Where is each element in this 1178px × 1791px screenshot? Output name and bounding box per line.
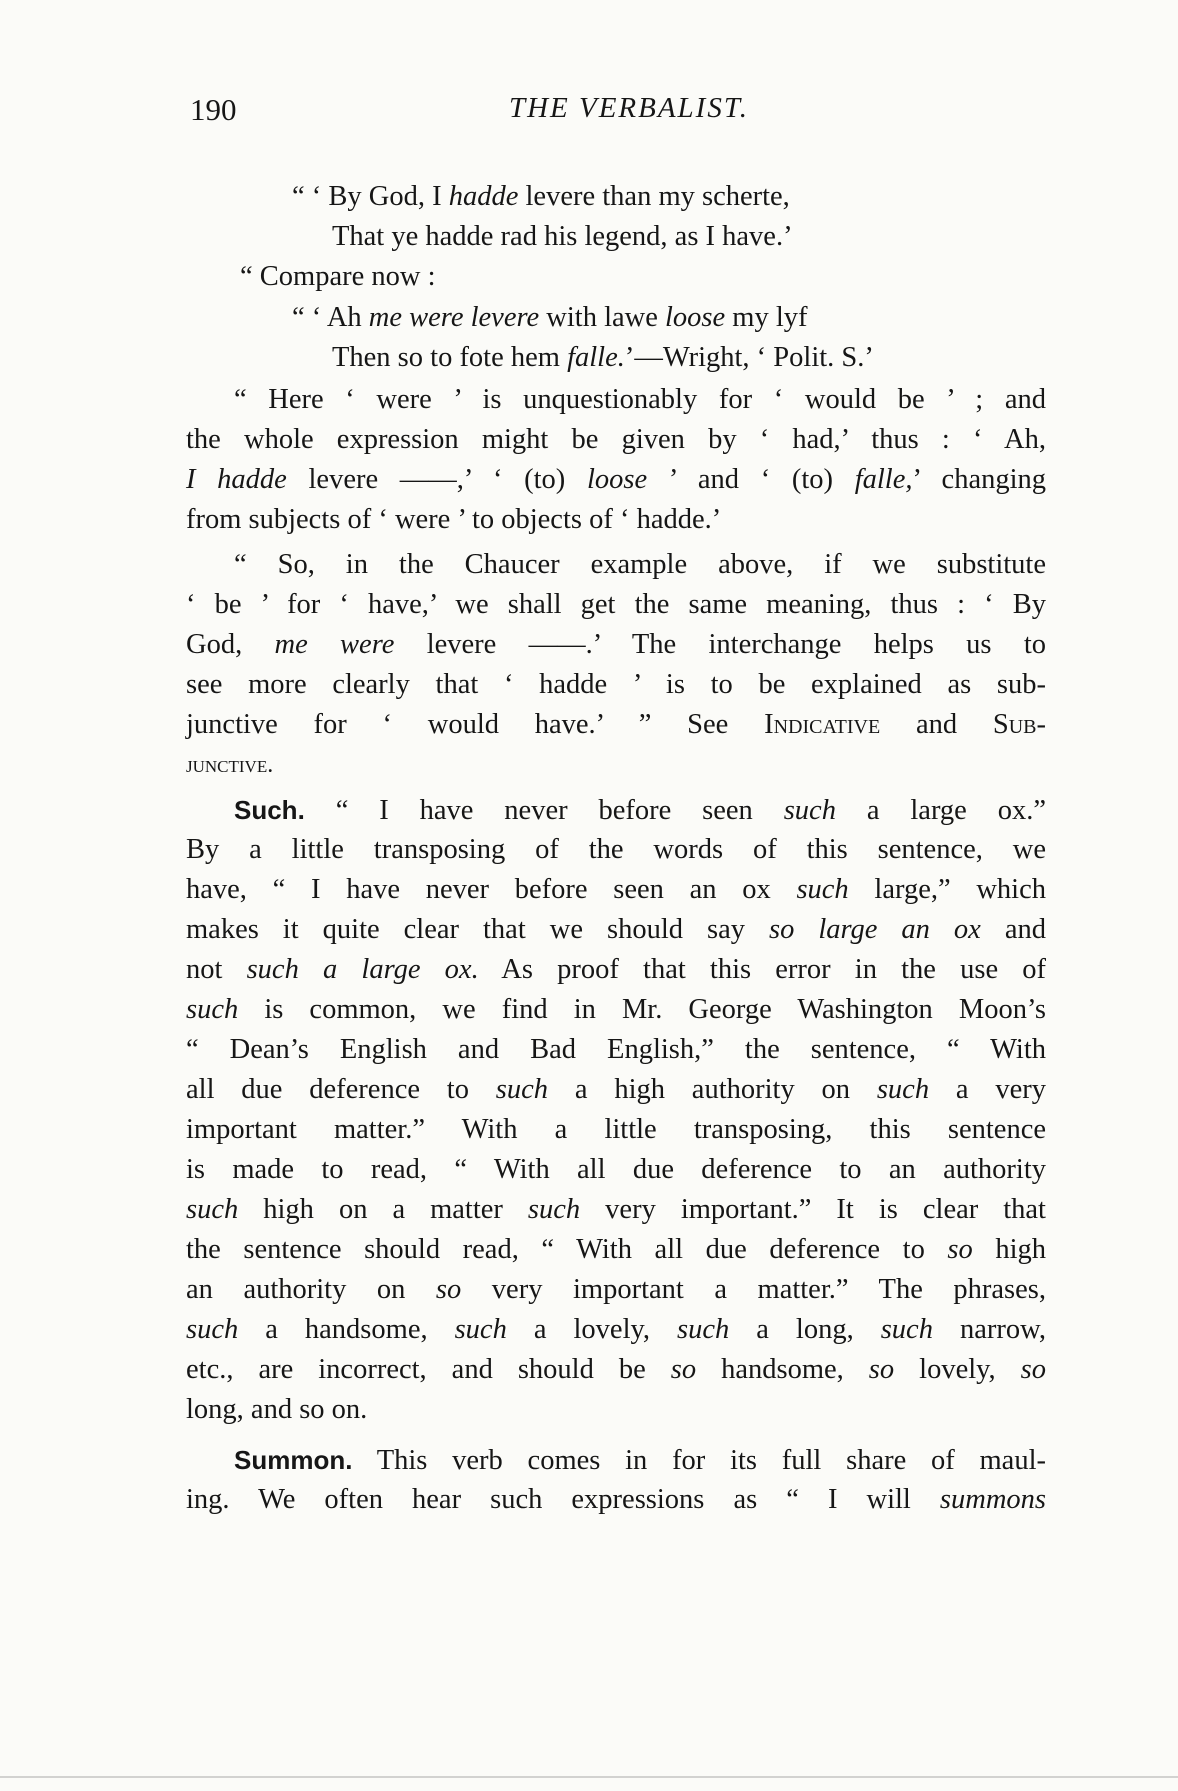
text-line: “ Dean’s English and Bad English,” the sentence, “ With	[186, 1034, 1046, 1065]
quote-line: “ Compare now :	[240, 261, 436, 292]
text-line: “ Here ‘ were ’ is unquestionably for ‘ would be ’ ; and	[234, 384, 1046, 415]
text-line: ing. We often hear such expressions as “ I will summons	[186, 1484, 1046, 1515]
text-line: is made to read, “ With all due deference to an authority	[186, 1154, 1046, 1185]
text-line: “ So, in the Chaucer example above, if we substitute	[234, 549, 1046, 580]
quote-line: Then so to fote hem falle.’—Wright, ‘ Polit. S.’	[332, 342, 874, 373]
text-line: such high on a matter such very important.” It is clear that	[186, 1194, 1046, 1225]
text-line: etc., are incorrect, and should be so handsome, so lovely, so	[186, 1354, 1047, 1385]
text-line: such is common, we find in Mr. George Washington Moon’s	[186, 994, 1046, 1025]
text-line: junctive for ‘ would have.’ ” See Indicative and Sub-	[186, 709, 1046, 740]
quote-line: “ ‘ Ah me were levere with lawe loose my lyf	[292, 302, 808, 333]
text-line: have, “ I have never before seen an ox such large,” which	[186, 874, 1046, 905]
text-line: By a little transposing of the words of this sentence, we	[186, 834, 1046, 865]
quote-line: That ye hadde rad his legend, as I have.’	[332, 221, 793, 252]
entry-heading: Summon.	[234, 1445, 353, 1475]
text-line: long, and so on.	[186, 1394, 368, 1425]
text-line: I hadde levere ——,’ ‘ (to) loose ’ and ‘ (to) falle,’ changing	[186, 464, 1047, 495]
text-line: not such a large ox. As proof that this error in the use of	[186, 954, 1046, 985]
text-line: important matter.” With a little transposing, this sentence	[186, 1114, 1046, 1145]
text-line: see more clearly that ‘ hadde ’ is to be explained as sub-	[186, 669, 1046, 700]
page-edge-rule	[0, 1776, 1178, 1778]
text-line: from subjects of ‘ were ’ to objects of ‘ hadde.’	[186, 504, 722, 535]
text-line: all due deference to such a high authority on such a very	[186, 1074, 1046, 1105]
text-line: ‘ be ’ for ‘ have,’ we shall get the same meaning, thus : ‘ By	[186, 589, 1046, 620]
entry-summon: Summon. This verb comes in for its full share of maul-	[234, 1445, 1046, 1476]
text-line: such a handsome, such a lovely, such a long, such narrow,	[186, 1314, 1046, 1345]
running-title: THE VERBALIST.	[508, 92, 750, 124]
text-line: the whole expression might be given by ‘ had,’ thus : ‘ Ah,	[186, 424, 1046, 455]
text-line: makes it quite clear that we should say so large an ox and	[186, 914, 1046, 945]
entry-such: Such. “ I have never before seen such a large ox.”	[234, 795, 1046, 826]
quote-line: “ ‘ By God, I hadde levere than my scherte,	[292, 181, 790, 212]
text-line: God, me were levere ——.’ The interchange helps us to	[186, 629, 1046, 660]
page-header	[190, 92, 1048, 136]
page-number: 190	[190, 92, 237, 127]
text-line: the sentence should read, “ With all due deference to so high	[186, 1234, 1046, 1265]
entry-heading: Such.	[234, 795, 305, 825]
text-line: an authority on so very important a matter.” The phrases,	[186, 1274, 1046, 1305]
text-line: junctive.	[186, 752, 274, 778]
